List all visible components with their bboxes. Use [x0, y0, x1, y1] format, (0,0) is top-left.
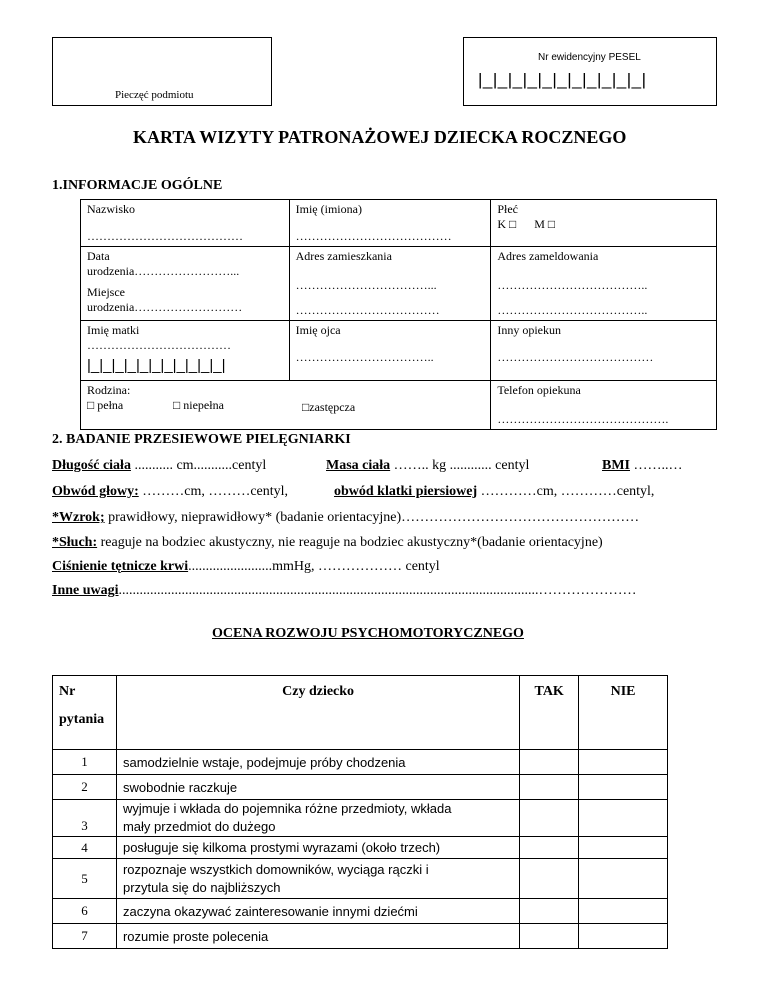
telefon-dots: ……………………………………. — [497, 412, 669, 426]
wzrok-label: *Wzrok; — [52, 510, 105, 525]
telefon-label: Telefon opiekuna — [497, 383, 581, 397]
row-nr: 7 — [53, 924, 117, 949]
masa-field[interactable]: …….. kg ............ centyl — [390, 458, 530, 473]
row-nie-cell[interactable] — [579, 800, 668, 837]
row-question-line-2: przytula się do najbliższych — [122, 879, 281, 895]
imie-ojca-dots: …………………………….. — [295, 350, 434, 364]
sluch-label: *Słuch: — [52, 535, 98, 550]
pesel-box — [463, 37, 717, 106]
nazwisko-label: Nazwisko — [87, 202, 135, 216]
bmi-line — [602, 458, 683, 474]
row-nie-cell[interactable] — [579, 924, 668, 949]
stamp-box — [52, 37, 272, 106]
row-nie-cell[interactable] — [579, 775, 668, 800]
obwod-klatki-field[interactable]: …………cm, …………centyl, — [477, 484, 655, 499]
col-header-tak: TAK — [520, 676, 579, 750]
imie-matki-dots: ……………………………… — [87, 338, 231, 352]
miejsce-urodzenia-label-1: Miejsce — [87, 285, 125, 299]
obwod-klatki-label: obwód klatki piersiowej — [334, 484, 478, 499]
row-nr: 6 — [53, 899, 117, 924]
table-row — [53, 800, 668, 837]
obwod-klatki-line — [334, 484, 654, 500]
rodzina-zastepcza-option[interactable]: □zastępcza — [302, 400, 356, 414]
wzrok-field[interactable]: prawidłowy, nieprawidłowy* (badanie orientacyjne)…………………………………………… — [104, 510, 640, 525]
table-row — [53, 924, 668, 949]
adres-zamieszkania-dots-2: ……………………………… — [295, 303, 440, 317]
row-question-line-2: mały przedmiot do dużego — [122, 819, 276, 834]
row-question — [116, 775, 519, 800]
table-row — [53, 859, 668, 899]
data-urodzenia-label-1: Data — [87, 249, 110, 263]
adres-zameldowania-dots-2: ……………………………….. — [497, 303, 648, 317]
row-question — [116, 924, 519, 949]
col-header-nr-2: pytania — [59, 712, 105, 727]
table-row — [53, 775, 668, 800]
bmi-label: BMI — [602, 458, 630, 473]
uwagi-label: Inne uwagi — [52, 583, 119, 598]
inny-opiekun-dots: ………………………………… — [497, 350, 654, 364]
row-question-line-1: wyjmuje i wkłada do pojemnika różne przedmioty, wkłada — [122, 801, 452, 816]
cisnienie-label: Ciśnienie tętnicze krwi — [52, 559, 189, 574]
rodzina-pelna-option[interactable]: □ pełna — [87, 398, 124, 412]
page-title: KARTA WIZYTY PATRONAŻOWEJ DZIECKA ROCZNEGO — [133, 127, 627, 147]
imie-label: Imię (imiona) — [295, 202, 362, 216]
wzrok-line — [52, 510, 639, 526]
plec-options[interactable]: K □ M □ — [497, 217, 556, 231]
row-question — [116, 750, 519, 775]
table-row — [53, 750, 668, 775]
cisnienie-line — [52, 559, 440, 575]
obwod-glowy-label: Obwód głowy: — [52, 484, 139, 499]
row-nr: 1 — [53, 750, 117, 775]
obwod-glowy-field[interactable]: ………cm, ………centyl, — [138, 484, 289, 499]
row-nie-cell[interactable] — [579, 837, 668, 859]
row-tak-cell[interactable] — [520, 775, 579, 800]
dlugosc-line — [52, 458, 266, 474]
row-nr: 3 — [53, 800, 117, 837]
row-nr: 4 — [53, 837, 117, 859]
row-question — [116, 800, 519, 837]
plec-label: Płeć — [497, 202, 519, 216]
bmi-field[interactable]: ……..… — [630, 458, 683, 473]
row-tak-cell[interactable] — [520, 859, 579, 899]
uwagi-field[interactable]: ........................................................................................................................………………… — [118, 583, 637, 598]
imie-ojca-label: Imię ojca — [295, 323, 341, 337]
row-nr: 5 — [53, 859, 117, 899]
section2-heading: 2. BADANIE PRZESIEWOWE PIELĘGNIARKI — [52, 432, 351, 447]
psycho-heading: OCENA ROZWOJU PSYCHOMOTORYCZNEGO — [212, 626, 524, 641]
table-row — [53, 899, 668, 924]
row-tak-cell[interactable] — [520, 899, 579, 924]
inny-opiekun-cell[interactable] — [491, 321, 717, 381]
masa-line — [326, 458, 529, 474]
pesel-digits[interactable]: |_|_|_|_|_|_|_|_|_|_|_| — [478, 70, 647, 89]
nazwisko-dots: ………………………………… — [87, 229, 243, 243]
row-nr: 2 — [53, 775, 117, 800]
table-row — [53, 837, 668, 859]
telefon-cell[interactable] — [491, 381, 717, 430]
col-header-nr-1: Nr — [59, 684, 76, 699]
row-question-line-1: samodzielnie wstaje, podejmuje próby chodzenia — [122, 754, 406, 770]
adres-zameldowania-label: Adres zameldowania — [497, 249, 599, 263]
imie-matki-pesel[interactable]: |_|_|_|_|_|_|_|_|_|_|_| — [87, 357, 226, 374]
row-question-line-1: posługuje się kilkoma prostymi wyrazami (około trzech) — [122, 840, 441, 855]
uwagi-line — [52, 583, 637, 599]
row-nie-cell[interactable] — [579, 750, 668, 775]
row-question-line-1: rozpoznaje wszystkich domowników, wyciąga rączki i — [122, 861, 429, 877]
row-nie-cell[interactable] — [579, 859, 668, 899]
adres-zameldowania-cell[interactable] — [491, 247, 717, 321]
col-header-nie: NIE — [579, 676, 668, 750]
row-question-line-1: rozumie proste polecenia — [122, 928, 269, 944]
imie-cell[interactable] — [289, 200, 491, 247]
plec-cell[interactable] — [491, 200, 717, 247]
rodzina-niepelna-option[interactable]: □ niepełna — [173, 398, 224, 412]
psycho-table — [52, 675, 668, 949]
imie-ojca-cell[interactable] — [289, 321, 491, 381]
urodzenie-cell[interactable] — [81, 247, 290, 321]
adres-zamieszkania-dots-1: ……………………………... — [295, 278, 437, 292]
col-header-question: Czy dziecko — [116, 676, 519, 750]
sluch-line — [52, 535, 603, 551]
row-tak-cell[interactable] — [520, 924, 579, 949]
sluch-field[interactable]: reaguje na bodziec akustyczny, nie reaguje na bodziec akustyczny*(badanie orientacyjne) — [97, 535, 603, 550]
stamp-label: Pieczęć podmiotu — [115, 89, 194, 101]
row-question-line-1: swobodnie raczkuje — [122, 779, 238, 795]
masa-label: Masa ciała — [326, 458, 391, 473]
adres-zamieszkania-cell[interactable] — [289, 247, 491, 321]
adres-zameldowania-dots-1: ……………………………….. — [497, 278, 648, 292]
cisnienie-field[interactable]: ........................mmHg, ……………… centyl — [188, 559, 440, 574]
row-tak-cell[interactable] — [520, 837, 579, 859]
miejsce-urodzenia-label-2: urodzenia……………………… — [87, 300, 243, 314]
nazwisko-cell[interactable] — [81, 200, 290, 247]
rodzina-cell[interactable] — [81, 381, 491, 430]
row-nie-cell[interactable] — [579, 899, 668, 924]
rodzina-label: Rodzina: — [87, 383, 131, 397]
adres-zamieszkania-label: Adres zamieszkania — [295, 249, 392, 263]
row-tak-cell[interactable] — [520, 800, 579, 837]
row-question — [116, 899, 519, 924]
inny-opiekun-label: Inny opiekun — [497, 323, 561, 337]
row-question-line-1: zaczyna okazywać zainteresowanie innymi dziećmi — [122, 903, 418, 919]
data-urodzenia-label-2: urodzenia……………………... — [87, 264, 240, 278]
info-table — [80, 199, 717, 430]
col-header-nr — [53, 676, 117, 750]
dlugosc-label: Długość ciała — [52, 458, 131, 473]
imie-dots: ………………………………… — [295, 229, 452, 243]
pesel-label: Nr ewidencyjny PESEL — [538, 52, 641, 63]
imie-matki-label: Imię matki — [87, 323, 140, 337]
section1-heading: 1.INFORMACJE OGÓLNE — [52, 178, 223, 193]
obwod-glowy-line — [52, 484, 288, 500]
imie-matki-cell[interactable] — [81, 321, 290, 381]
row-tak-cell[interactable] — [520, 750, 579, 775]
row-question — [116, 859, 519, 899]
row-question — [116, 837, 519, 859]
dlugosc-field[interactable]: ........... cm...........centyl — [130, 458, 267, 473]
